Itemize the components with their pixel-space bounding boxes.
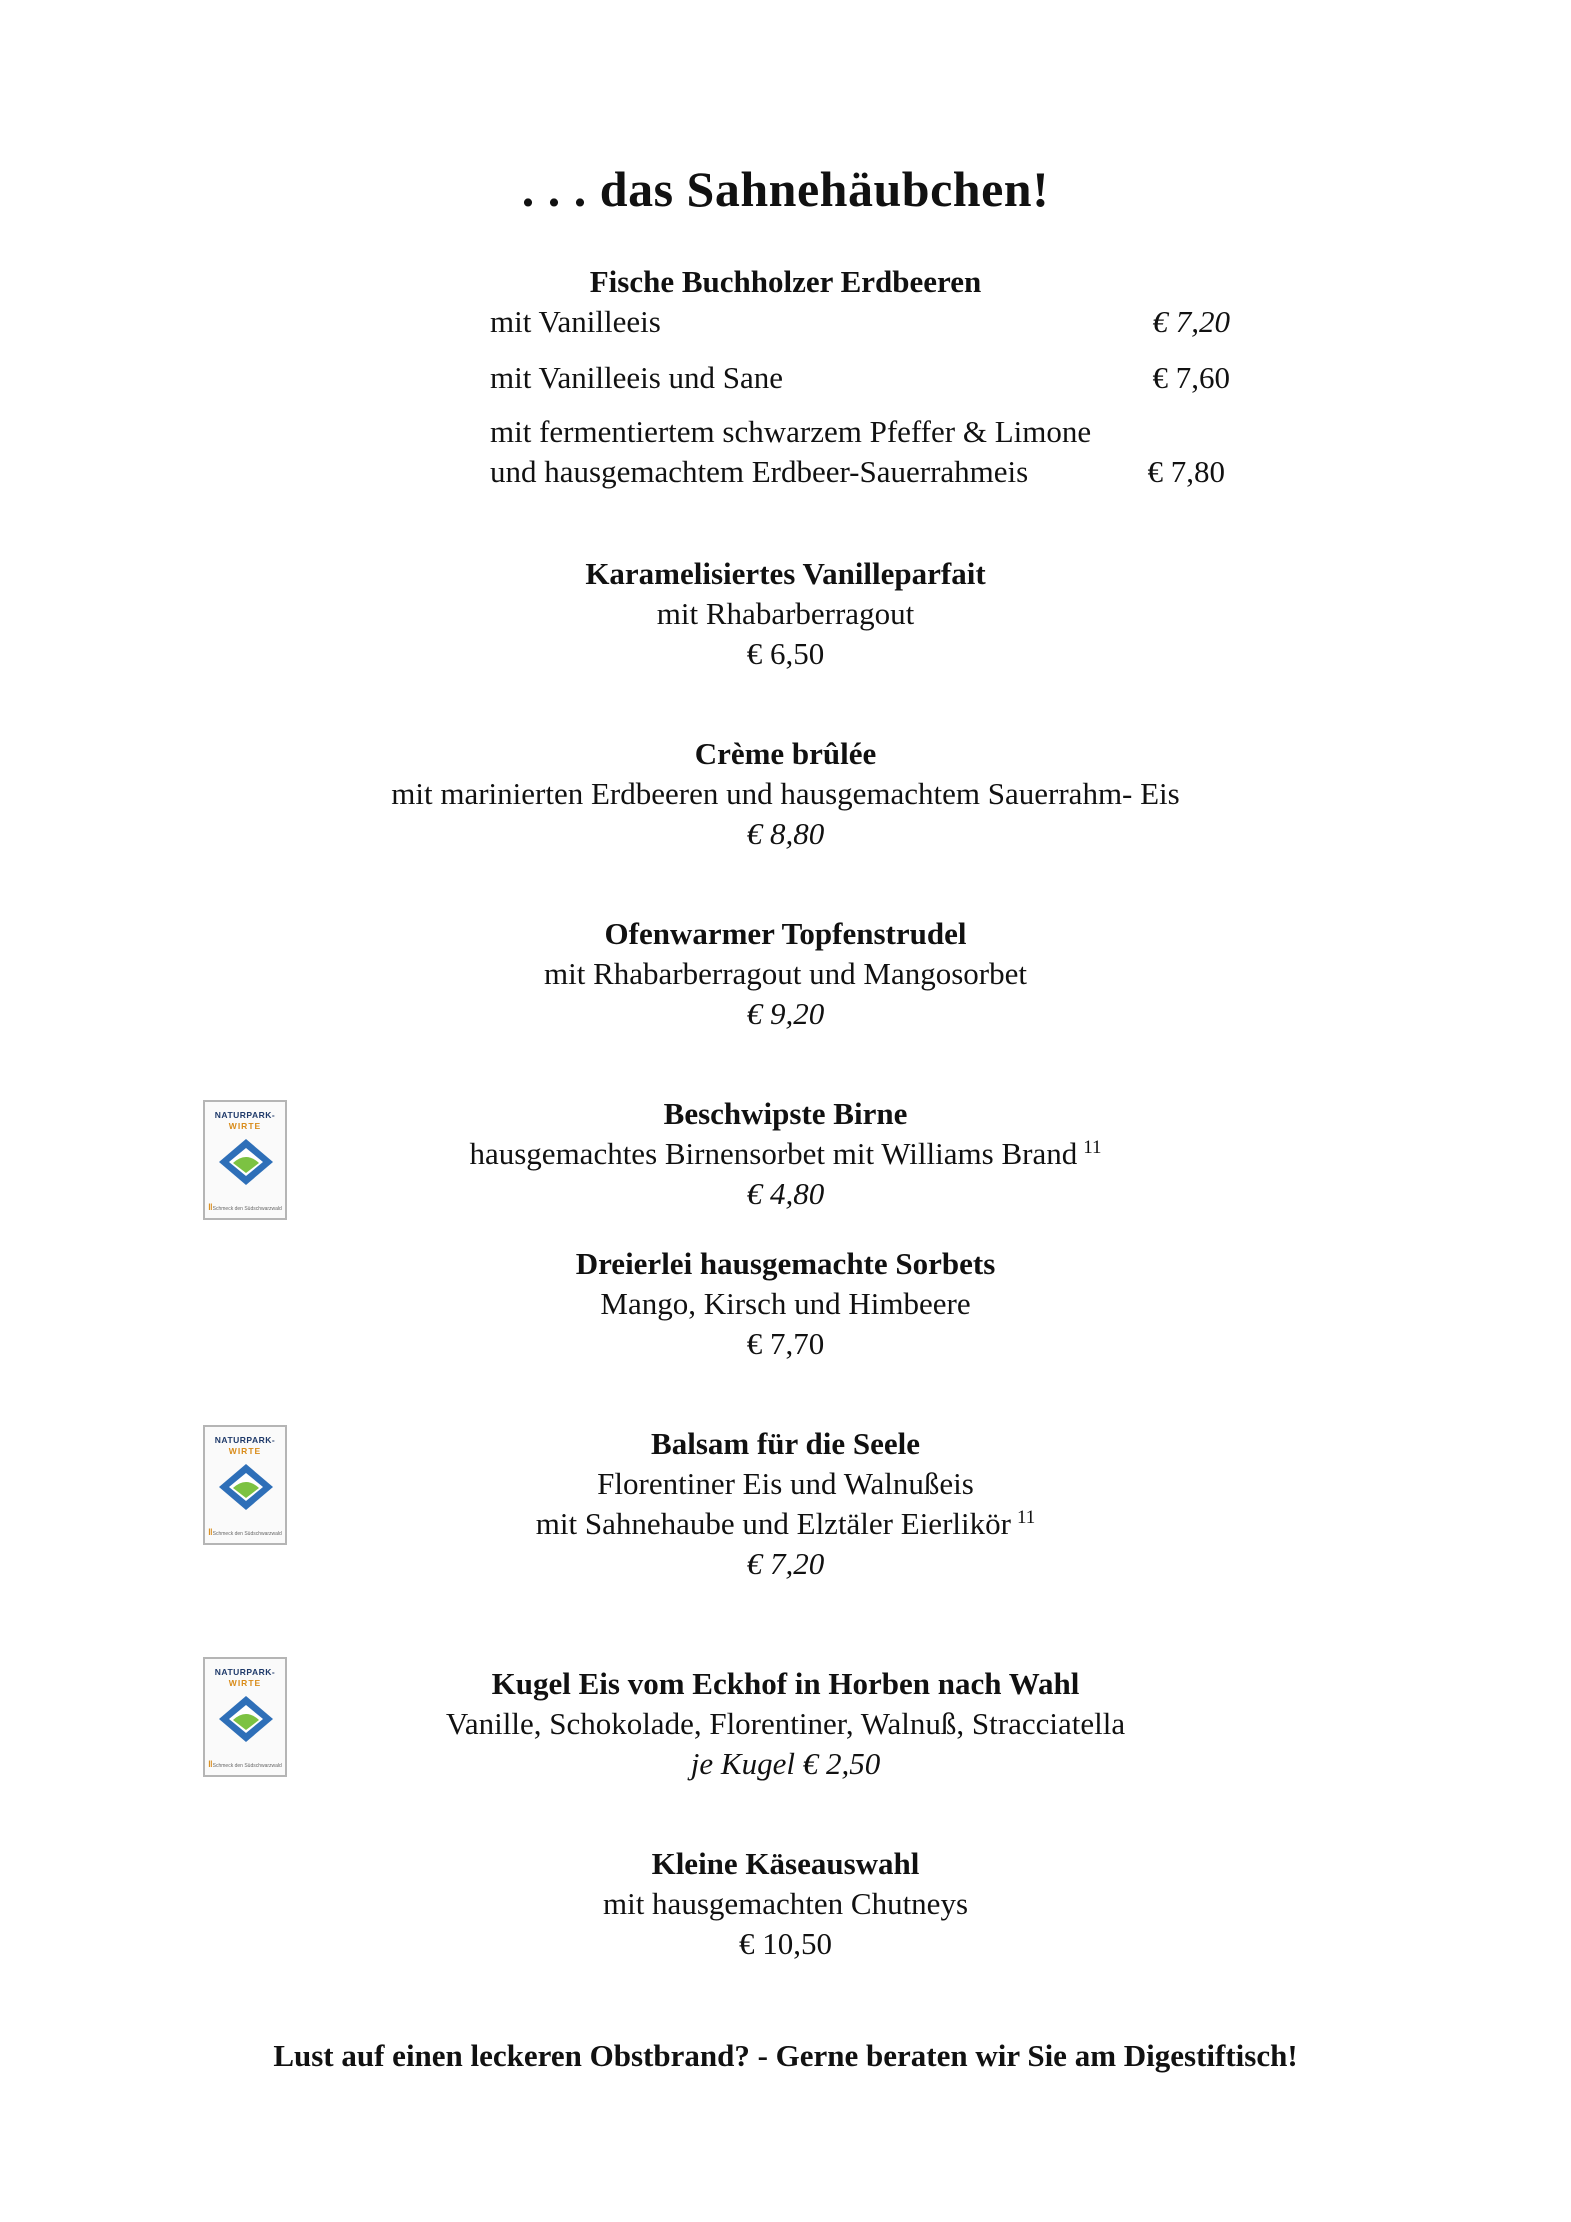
dish-price: € 7,20: [746, 1546, 825, 1581]
badge-footer: ‖Schmeck den Südschwarzwald: [208, 1202, 282, 1212]
option-text: mit fermentiertem schwarzem Pfeffer & Limone: [490, 414, 1092, 449]
dish-desc: mit marinierten Erdbeeren und hausgemachtem Sauerrahm- Eis: [391, 776, 1180, 811]
fork-icon: ‖: [208, 1759, 213, 1769]
menu-row: [490, 452, 1225, 492]
dish-price: € 10,50: [739, 1926, 832, 1961]
dish-name-strudel: Ofenwarmer Topfenstrudel: [604, 916, 967, 951]
option-price: € 7,80: [1147, 454, 1225, 489]
menu-row: [490, 302, 1230, 342]
dish-desc: Florentiner Eis und Walnußeis: [597, 1466, 974, 1501]
dish-desc: Mango, Kirsch und Himbeere: [600, 1286, 971, 1321]
option-price: € 7,60: [1152, 360, 1230, 395]
fork-icon: ‖: [208, 1527, 213, 1537]
dish-desc: hausgemachtes Birnensorbet mit Williams Brand $^{11}$: [469, 1136, 1102, 1171]
dish-name-sorbets: Dreierlei hausgemachte Sorbets: [575, 1246, 996, 1281]
page-title: . . . das Sahnehäubchen!: [521, 161, 1050, 217]
dish-desc: mit Sahnehaube und Elztäler Eierlikör $^{11}$: [535, 1506, 1036, 1541]
dish-name-birne: Beschwipste Birne: [663, 1096, 908, 1131]
badge-line2: WIRTE: [228, 1121, 262, 1131]
dish-name-erdbeeren: Fische Buchholzer Erdbeeren: [589, 264, 982, 299]
dish-price: € 4,80: [746, 1176, 825, 1211]
fork-icon: ‖: [208, 1202, 213, 1212]
option-price: € 7,20: [1152, 304, 1230, 339]
dish-price: € 9,20: [746, 996, 825, 1031]
dish-price: € 8,80: [746, 816, 825, 851]
naturpark-badge: NATURPARK- WIRTE ‖Schmeck den Südschwarzwald: [203, 1425, 287, 1545]
dish-name-creme: Crème brûlée: [694, 736, 877, 771]
dish-price: € 6,50: [746, 636, 825, 671]
menu-row: [490, 358, 1230, 398]
dish-desc: mit hausgemachten Chutneys: [602, 1886, 969, 1921]
dish-name-balsam: Balsam für die Seele: [651, 1426, 920, 1461]
dish-desc: mit Rhabarberragout: [656, 596, 915, 631]
option-text: mit Vanilleeis: [490, 304, 661, 339]
dish-price: je Kugel € 2,50: [690, 1746, 881, 1781]
badge-line1: NATURPARK-: [214, 1110, 276, 1120]
dish-name-kaese: Kleine Käseauswahl: [651, 1846, 920, 1881]
option-text: und hausgemachtem Erdbeer-Sauerrahmeis: [490, 454, 1029, 489]
footer-note: Lust auf einen leckeren Obstbrand? - Gerne beraten wir Sie am Digestiftisch!: [273, 2038, 1298, 2073]
menu-row: [490, 412, 1230, 452]
dish-name-parfait: Karamelisiertes Vanilleparfait: [585, 556, 986, 591]
dish-price: € 7,70: [746, 1326, 825, 1361]
dish-name-kugel: Kugel Eis vom Eckhof in Horben nach Wahl: [491, 1666, 1080, 1701]
dish-desc: mit Rhabarberragout und Mangosorbet: [544, 956, 1027, 991]
dish-desc: Vanille, Schokolade, Florentiner, Walnuß, Stracciatella: [445, 1706, 1126, 1741]
naturpark-badge: NATURPARK- WIRTE ‖Schmeck den Südschwarzwald: [203, 1657, 287, 1777]
option-text: mit Vanilleeis und Sane: [490, 360, 784, 395]
